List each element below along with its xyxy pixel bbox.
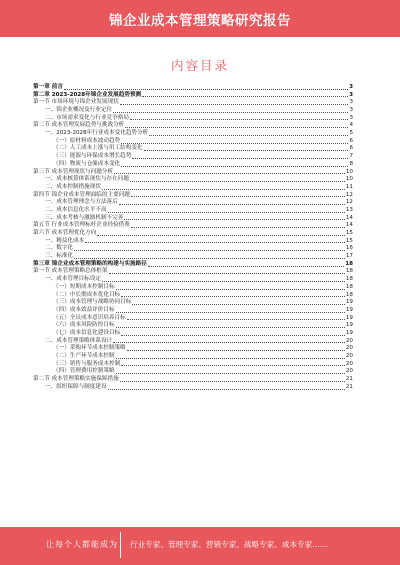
toc-entry[interactable] bbox=[33, 184, 353, 192]
toc-entry[interactable] bbox=[33, 330, 353, 338]
toc-entry[interactable] bbox=[33, 284, 353, 292]
toc-entry[interactable] bbox=[33, 299, 353, 307]
toc-entry-page: 20 bbox=[345, 368, 353, 375]
toc-entry[interactable] bbox=[33, 322, 353, 330]
toc-entry-title: 第三节 成本管理现状与问题分析 bbox=[33, 168, 114, 175]
footer-divider bbox=[120, 532, 121, 558]
toc-entry[interactable] bbox=[33, 353, 353, 361]
toc-entry[interactable] bbox=[33, 376, 353, 384]
toc-entry-title: （四）成本效益评价目标 bbox=[53, 306, 115, 313]
toc-entry-page: 19 bbox=[345, 314, 353, 321]
toc-entry-title: 一、组织保障与制度建设 bbox=[45, 383, 107, 390]
toc-entry[interactable] bbox=[33, 230, 353, 238]
toc-entry-page: 6 bbox=[349, 137, 353, 144]
toc-entry-page: 21 bbox=[345, 376, 353, 383]
toc-entry-title: （六）成本风险防控目标 bbox=[53, 322, 115, 329]
toc-entry-title: 第四节 锦企业成本管理面临的主要问题 bbox=[33, 191, 130, 198]
toc-entry-page: 15 bbox=[345, 230, 353, 237]
toc-entry-page: 7 bbox=[349, 153, 353, 160]
toc-entry[interactable] bbox=[33, 245, 353, 253]
toc-entry-page: 3 bbox=[349, 83, 353, 90]
toc-entry-page: 3 bbox=[349, 114, 353, 121]
toc-entry-page: 18 bbox=[345, 268, 353, 275]
toc-entry-page: 8 bbox=[349, 160, 353, 167]
toc-dot-leader bbox=[116, 288, 345, 290]
toc-entry-page: 3 bbox=[349, 99, 353, 106]
toc-entry-page: 3 bbox=[349, 91, 353, 98]
toc-entry-title: （四）管理费用控制策略 bbox=[53, 368, 115, 375]
toc-dot-leader bbox=[121, 165, 348, 167]
footer-slogan-right: 行业专家、管理专家、营销专家、战略专家、成本专家…… bbox=[130, 540, 328, 549]
toc-entry-title: 二、市场需求变化与行业竞争格局 bbox=[45, 114, 129, 121]
toc-dot-leader bbox=[127, 318, 345, 320]
toc-entry-page: 4 bbox=[349, 122, 353, 129]
toc-entry-title: 一、成本管理目标设定 bbox=[45, 276, 101, 283]
toc-entry-title: 一、精益化成本 bbox=[45, 237, 85, 244]
toc-entry-title: （三）能源与环保成本增长趋势 bbox=[53, 153, 132, 160]
toc-entry-page: 12 bbox=[345, 199, 353, 206]
toc-dot-leader bbox=[108, 211, 345, 213]
toc-dot-leader bbox=[121, 142, 348, 144]
toc-entry-title: （三）销售与服务成本控制 bbox=[53, 360, 121, 367]
toc-entry-page: 13 bbox=[345, 206, 353, 213]
toc-dot-leader bbox=[132, 303, 345, 305]
toc-entry-title: 二、成本控制措施现状 bbox=[45, 183, 101, 190]
toc-dot-leader bbox=[132, 157, 348, 159]
toc-entry-title: （二）中长期成本优化目标 bbox=[53, 291, 121, 298]
toc-dot-leader bbox=[124, 218, 345, 220]
toc-entry[interactable] bbox=[33, 153, 353, 161]
toc-entry-title: 二、数字化 bbox=[45, 245, 73, 252]
toc-dot-leader bbox=[121, 295, 345, 297]
toc-entry-title: 一、成本管理理念与方法落后 bbox=[45, 199, 118, 206]
toc-entry-title: （二）人工成本上涨与用工结构变化 bbox=[53, 145, 143, 152]
toc-entry-title: 第三章 锦企业成本管理策略的构建与实施路径 bbox=[33, 260, 147, 267]
toc-entry-title: （一）原材料成本波动趋势 bbox=[53, 137, 121, 144]
toc-dot-leader bbox=[116, 357, 345, 359]
toc-entry-page: 3 bbox=[349, 107, 353, 114]
toc-entry-page: 16 bbox=[345, 245, 353, 252]
toc-entry-page: 19 bbox=[345, 322, 353, 329]
toc-entry[interactable] bbox=[33, 84, 353, 92]
toc-dot-leader bbox=[119, 203, 345, 205]
toc-list bbox=[33, 84, 353, 392]
toc-entry-title: （二）生产环节成本控制 bbox=[53, 353, 115, 360]
toc-dot-leader bbox=[148, 265, 344, 267]
toc-entry-page: 20 bbox=[345, 353, 353, 360]
toc-entry-page: 18 bbox=[345, 260, 353, 267]
toc-entry-title: 第五节 行业成本管理标杆企业经验借鉴 bbox=[33, 222, 130, 229]
toc-dot-leader bbox=[125, 126, 348, 128]
toc-entry-title: 第一章 前言 bbox=[33, 83, 63, 90]
toc-dot-leader bbox=[121, 334, 345, 336]
toc-dot-leader bbox=[97, 234, 345, 236]
toc-dot-leader bbox=[108, 388, 345, 390]
toc-entry[interactable] bbox=[33, 176, 353, 184]
toc-entry-page: 5 bbox=[349, 130, 353, 137]
toc-entry-title: 二、成本管理策略体系设计 bbox=[45, 337, 113, 344]
toc-dot-leader bbox=[120, 103, 349, 105]
toc-entry-title: 第二节 成本管理策略实施保障措施 bbox=[33, 376, 119, 383]
toc-dot-leader bbox=[102, 280, 345, 282]
toc-entry-page: 19 bbox=[345, 329, 353, 336]
report-title: 锦企业成本管理策略研究报告 bbox=[109, 13, 291, 29]
toc-entry-page: 11 bbox=[345, 183, 353, 190]
toc-dot-leader bbox=[149, 134, 348, 136]
toc-entry-title: （四）物流与仓储成本变化 bbox=[53, 160, 121, 167]
toc-entry-title: 一、成本核算体系现状与存在问题 bbox=[45, 176, 129, 183]
toc-entry-page: 18 bbox=[345, 291, 353, 298]
toc-dot-leader bbox=[116, 372, 345, 374]
toc-entry-title: 一、锦企业概况及行业定位 bbox=[45, 107, 113, 114]
toc-entry[interactable] bbox=[33, 107, 353, 115]
toc-entry-page: 20 bbox=[345, 337, 353, 344]
toc-entry-page: 20 bbox=[345, 345, 353, 352]
toc-dot-leader bbox=[142, 95, 348, 97]
toc-dot-leader bbox=[131, 226, 345, 228]
toc-dot-leader bbox=[116, 311, 345, 313]
toc-entry[interactable] bbox=[33, 238, 353, 246]
toc-entry-page: 17 bbox=[345, 253, 353, 260]
toc-entry[interactable] bbox=[33, 368, 353, 376]
toc-dot-leader bbox=[130, 118, 349, 120]
toc-entry-page: 15 bbox=[345, 237, 353, 244]
toc-entry-page: 21 bbox=[345, 383, 353, 390]
toc-entry[interactable] bbox=[33, 99, 353, 107]
toc-entry[interactable] bbox=[33, 345, 353, 353]
toc-heading: 内容目录 bbox=[170, 58, 229, 73]
toc-dot-leader bbox=[127, 349, 345, 351]
toc-entry[interactable] bbox=[33, 207, 353, 215]
toc-entry-page: 18 bbox=[345, 283, 353, 290]
toc-entry-title: 三、标准化 bbox=[45, 253, 73, 260]
toc-dot-leader bbox=[130, 180, 345, 182]
toc-dot-leader bbox=[74, 257, 345, 259]
toc-entry[interactable] bbox=[33, 276, 353, 284]
toc-entry-page: 14 bbox=[345, 222, 353, 229]
toc-dot-leader bbox=[114, 172, 345, 174]
toc-entry-title: （一）采购环节成本控制策略 bbox=[53, 345, 126, 352]
toc-entry-page: 19 bbox=[345, 299, 353, 306]
toc-entry[interactable] bbox=[33, 222, 353, 230]
toc-entry-title: 第二章 2023-2028年锦企业发展趋势预测 bbox=[33, 91, 142, 98]
toc-dot-leader bbox=[144, 149, 349, 151]
toc-entry[interactable] bbox=[33, 253, 353, 261]
toc-dot-leader bbox=[109, 272, 345, 274]
toc-entry-title: （七）成本信息化建设目标 bbox=[53, 329, 121, 336]
toc-entry-page: 18 bbox=[345, 276, 353, 283]
toc-entry[interactable] bbox=[33, 384, 353, 392]
toc-dot-leader bbox=[102, 188, 345, 190]
toc-entry-page: 14 bbox=[345, 214, 353, 221]
toc-entry-page: 12 bbox=[345, 191, 353, 198]
toc-dot-leader bbox=[113, 341, 345, 343]
toc-entry-title: 三、成本考核与激励机制不完善 bbox=[45, 214, 124, 221]
toc-entry-title: （三）成本管理与战略协同目标 bbox=[53, 299, 132, 306]
toc-entry-page: 20 bbox=[345, 360, 353, 367]
toc-entry[interactable] bbox=[33, 130, 353, 138]
toc-entry-page: 10 bbox=[345, 168, 353, 175]
toc-entry[interactable] bbox=[33, 307, 353, 315]
toc-entry-title: 第六节 成本管理优化方向 bbox=[33, 230, 97, 237]
toc-entry-title: （五）全员成本意识培养目标 bbox=[53, 314, 126, 321]
toc-entry-title: （一）短期成本控制目标 bbox=[53, 283, 115, 290]
toc-dot-leader bbox=[64, 88, 348, 90]
toc-entry-title: 第二节 成本管理发展趋势与挑战分析 bbox=[33, 122, 125, 129]
toc-dot-leader bbox=[120, 380, 345, 382]
toc-entry-title: 第一节 市场环境与锦企业发展现状 bbox=[33, 99, 119, 106]
toc-entry-page: 6 bbox=[349, 145, 353, 152]
toc-entry[interactable] bbox=[33, 199, 353, 207]
toc-entry-title: 第一节 成本管理策略总体框架 bbox=[33, 268, 108, 275]
toc-entry-page: 10 bbox=[345, 176, 353, 183]
toc-entry[interactable] bbox=[33, 122, 353, 130]
toc-dot-leader bbox=[85, 241, 345, 243]
toc-entry-title: 一、2023-2028年行业成本变化趋势分析 bbox=[45, 130, 149, 137]
toc-dot-leader bbox=[116, 326, 345, 328]
toc-entry[interactable] bbox=[33, 161, 353, 169]
toc-entry-title: 二、成本信息化水平不高 bbox=[45, 206, 107, 213]
toc-dot-leader bbox=[131, 195, 345, 197]
toc-dot-leader bbox=[113, 111, 348, 113]
footer-slogan-left: 让每个人都能成为 bbox=[46, 540, 118, 549]
toc-dot-leader bbox=[121, 364, 345, 366]
toc-dot-leader bbox=[74, 249, 345, 251]
toc-entry-page: 19 bbox=[345, 306, 353, 313]
